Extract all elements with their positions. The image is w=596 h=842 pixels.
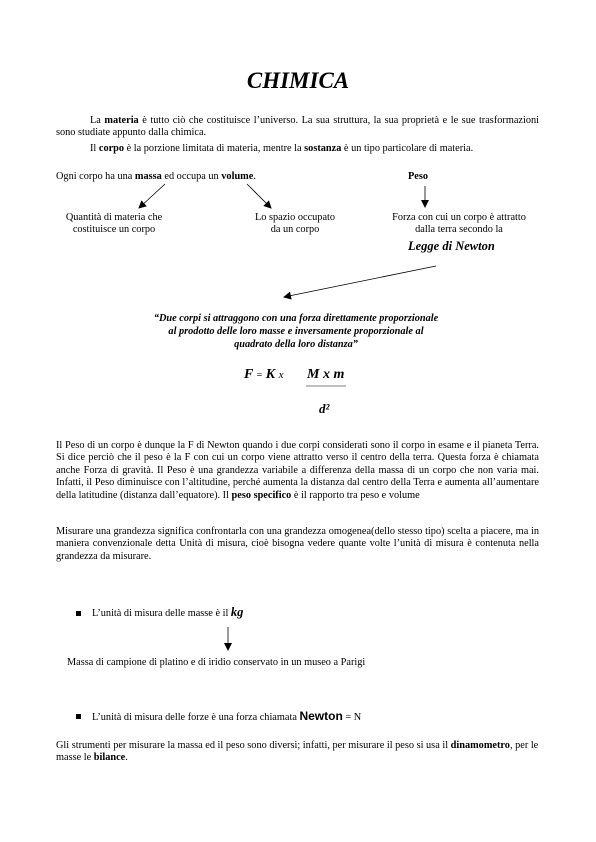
peso-paragraph [56,440,539,502]
bullet-icon [76,714,81,719]
text: Forza con cui un corpo è attratto [392,212,526,223]
text: L’unità di misura delle forze è una forza chiamata [92,712,300,723]
formula-equals: = [256,370,263,381]
volume-definition [236,212,354,237]
text: è un tipo particolare di materia. [341,143,474,154]
text: , per le masse le [56,740,539,764]
formula-numerator: M x m [307,367,345,382]
text: è tutto ciò che costituisce l’universo. La sua struttura, la sua proprietà e le sue trasformazioni sono studiate appunto dalla chimica. [56,115,539,139]
term-peso-specifico: peso specifico [231,489,292,501]
text: costituisce un corpo [72,224,156,236]
kg-note: Massa di campione di platino e di iridio conservato in un museo a Parigi [67,657,366,668]
text: . [253,171,256,182]
peso-label: Peso [408,171,429,182]
peso-definition [376,212,542,237]
formula-times: x [278,369,284,381]
term-bilance: bilance [93,752,126,764]
text: Lo spazio occupato [254,212,336,223]
unit-newton: Newton [299,709,343,723]
term-massa: massa [134,171,162,182]
newton-law-quote [96,312,496,351]
text: ed occupa un [161,171,222,182]
bullet-newton [92,710,361,724]
text: da un corpo [270,224,320,236]
text: è la porzione limitata di materia, mentre la [124,143,305,154]
massa-definition [54,212,174,237]
page-title: CHIMICA [246,68,350,93]
text: Il Peso di un corpo è dunque la F di Newton quando i due corpi considerati sono il corpo in esame e il pianeta Terra. Si dice perciò che il peso è la F con cui un corpo viene attratto verso il centro della terra. Questa forza è chiamata anche Forza di gravità. Il Peso è una grandezza variabile a differenza della massa di un corpo che non varia mai. Infatti, il Peso diminuisce con l’altitudine, perché aumenta la distanza dal centro della Terra e aumenta all’aumentare della latitudine (distanza dall’equatore). Il [56,440,539,501]
text: Il [90,143,99,154]
text: L’unità di misura delle masse è il [92,608,231,619]
formula-f: F [244,367,254,382]
term-sostanza: sostanza [304,143,342,154]
unit-kg: kg [230,605,244,619]
arrow-massa [139,184,165,208]
legge-di-newton: Legge di Newton [408,239,495,253]
formula-lhs [244,367,283,383]
text: “Due corpi si attraggono con una forza direttamente proporzionale [153,313,439,324]
formula-k: K [265,367,276,382]
text: Quantità di materia che [65,212,163,223]
text: Ogni corpo ha una [56,171,135,182]
text: al prodotto delle loro masse e inversamente proporzionale al [168,326,424,337]
formula-denominator: d² [319,401,330,416]
bullet-icon [76,611,81,616]
text: quadrato della loro distanza” [234,339,358,350]
text: = N [342,712,362,723]
text: . [125,752,128,764]
bullet-kg [92,606,243,620]
term-materia: materia [104,115,139,126]
term-volume: volume [221,171,254,182]
measure-paragraph: Misurare una grandezza significa confrontarla con una grandezza omogenea(dello stesso tipo) scelta a piacere, ma in maniera convenzionale detta Unità di misura, cioè bisogna vedere quante volte l’unità di misura è contenuta nella grandezza da misurare. [56,526,539,562]
text: è il rapporto tra peso e volume [291,489,420,501]
term-corpo: corpo [98,143,125,154]
arrow-legge [284,266,436,297]
text: dalla terra secondo la [415,224,503,236]
text: La [90,115,105,126]
text: Gli strumenti per misurare la massa ed il peso sono diversi; infatti, per misurare il peso si usa il [56,740,451,751]
term-dinamometro: dinamometro [450,740,510,751]
closing-paragraph [56,740,539,765]
arrow-volume [247,184,271,208]
